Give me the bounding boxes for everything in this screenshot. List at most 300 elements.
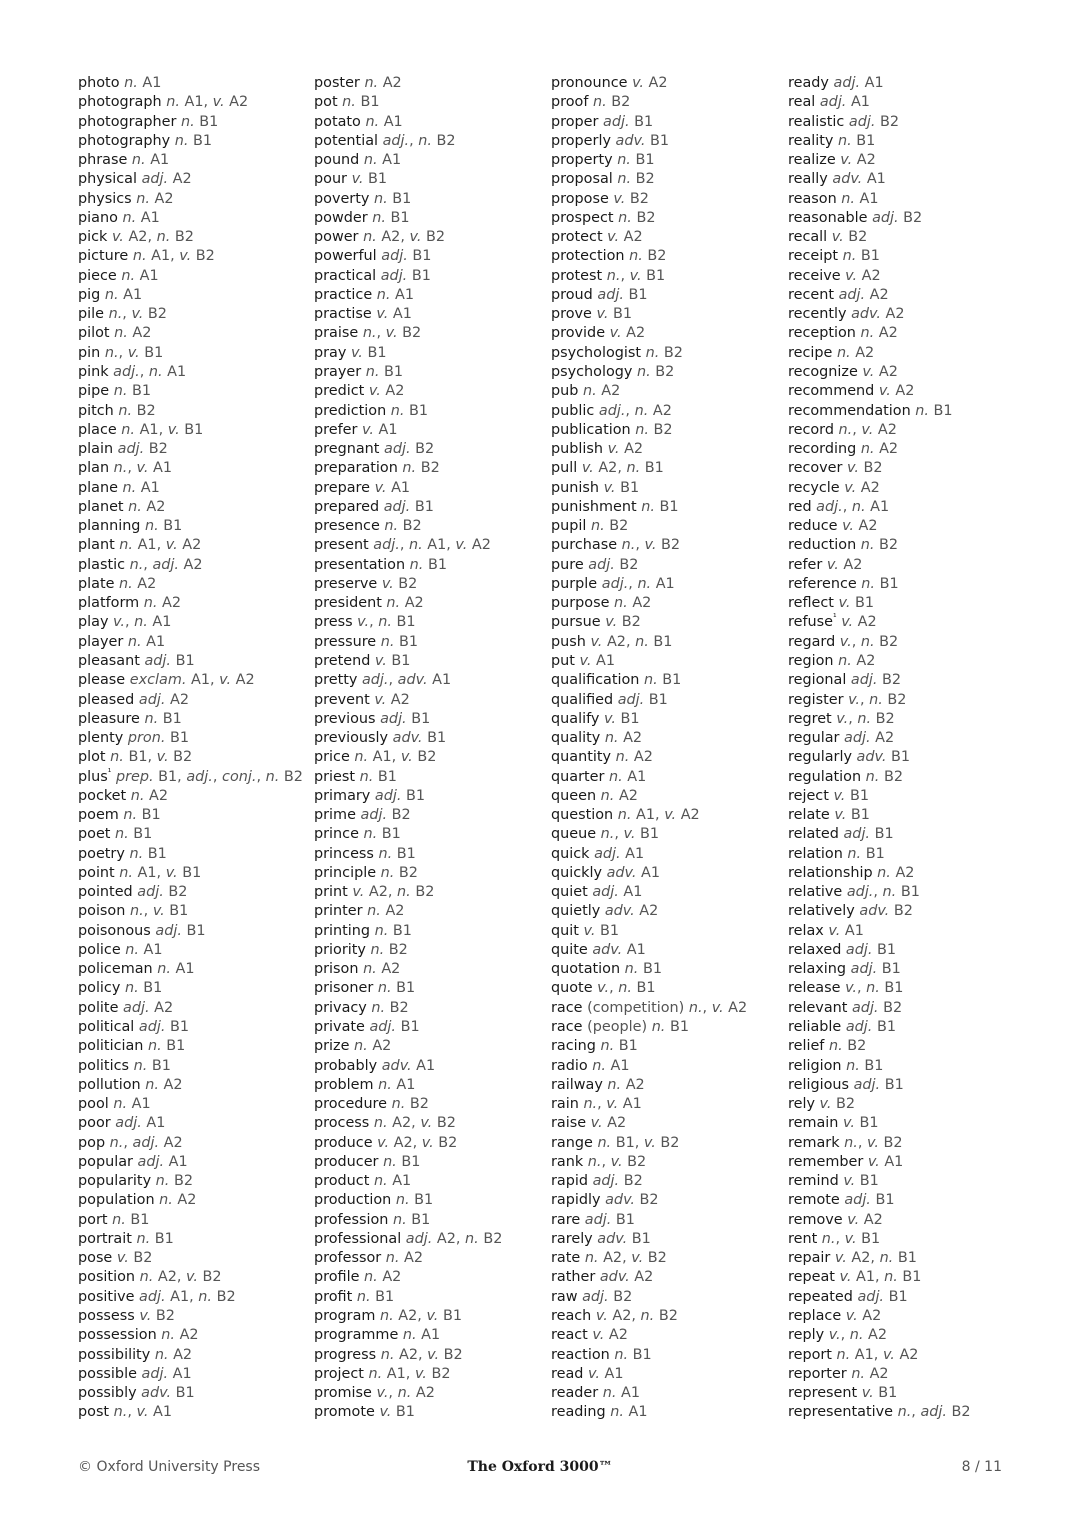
part-of-speech-level: n. A1 [402, 1327, 441, 1344]
part-of-speech-level: n. B1 [600, 1038, 638, 1055]
headword: praise [314, 325, 359, 342]
part-of-speech-level: n. B1 [174, 132, 213, 149]
part-of-speech-level: n. B2 [402, 460, 440, 477]
word-entry [78, 93, 310, 112]
word-entry [78, 536, 310, 555]
part-of-speech-level: v. A2 [844, 479, 880, 496]
headword: phrase [78, 152, 128, 169]
headword: rain [551, 1096, 579, 1113]
word-entry [788, 132, 1020, 151]
word-entry [78, 806, 310, 825]
part-of-speech-level: n., v. B2 [362, 325, 422, 342]
part-of-speech-level: n. B1 [144, 710, 182, 727]
headword: pray [314, 344, 347, 361]
word-entry [551, 1230, 783, 1249]
headword: push [551, 633, 586, 650]
headword: prayer [314, 363, 362, 380]
word-entry [78, 382, 310, 401]
word-entry [78, 633, 310, 652]
headword: physics [78, 190, 132, 207]
headword: photograph [78, 94, 162, 111]
headword: qualify [551, 710, 600, 727]
word-entry [78, 1268, 310, 1287]
headword: quiet [551, 884, 588, 901]
headword: protect [551, 229, 603, 246]
part-of-speech-level: adj. B1 [155, 922, 206, 939]
headword: pound [314, 152, 360, 169]
word-entry [314, 440, 546, 459]
headword: pocket [78, 787, 127, 804]
word-entry [78, 324, 310, 343]
headword: prisoner [314, 980, 374, 997]
part-of-speech-level: adv. B1 [392, 730, 447, 747]
part-of-speech-level: v. A2, n. B1 [581, 460, 664, 477]
word-entry [788, 768, 1020, 787]
headword: powder [314, 209, 368, 226]
headword: receive [788, 267, 841, 284]
word-entry [78, 479, 310, 498]
part-of-speech-level: n. A2, v. B2 [584, 1250, 667, 1267]
headword: pose [78, 1250, 113, 1267]
word-entry [314, 402, 546, 421]
part-of-speech-level: adj. B2 [582, 1288, 633, 1305]
headword: range [551, 1134, 593, 1151]
headword: relevant [788, 999, 848, 1016]
part-of-speech-level: n., v. B1 [606, 267, 666, 284]
headword: pipe [78, 383, 110, 400]
word-entry [78, 864, 310, 883]
part-of-speech-level: v. A2 [845, 267, 881, 284]
copyright-notice: © Oxford University Press [78, 1459, 261, 1475]
headword: pick [78, 229, 108, 246]
headword: planning [78, 518, 141, 535]
word-entry [551, 748, 783, 767]
word-column-4 [788, 74, 1020, 1423]
part-of-speech-level: n. B1 [377, 980, 416, 997]
part-of-speech-level: n. B1 [136, 1230, 174, 1247]
word-entry [551, 1403, 783, 1422]
word-entry [551, 1134, 783, 1153]
word-entry [314, 1018, 546, 1037]
part-of-speech-level: adj. A1 [137, 1153, 188, 1170]
headword: remain [788, 1115, 839, 1132]
word-entry [78, 151, 310, 170]
part-of-speech-level: adj. B2 [384, 441, 435, 458]
headword: profile [314, 1269, 360, 1286]
word-entry [78, 748, 310, 767]
headword: reading [551, 1404, 606, 1421]
headword: police [78, 941, 121, 958]
word-entry [78, 922, 310, 941]
word-entry [788, 691, 1020, 710]
part-of-speech-level: n. B1 [363, 826, 401, 843]
word-entry [551, 74, 783, 93]
headword: plant [78, 537, 115, 554]
part-of-speech-level: n. B2 [384, 518, 422, 535]
headword: popularity [78, 1173, 152, 1190]
headword: practice [314, 286, 373, 303]
word-entry [78, 247, 310, 266]
headword: pot [314, 94, 338, 111]
headword: reliable [788, 1019, 842, 1036]
part-of-speech-level: v. A2 [862, 363, 898, 380]
word-entry [78, 1326, 310, 1345]
word-entry [78, 710, 310, 729]
word-entry [788, 1211, 1020, 1230]
part-of-speech-level: adj. A2, n. B2 [405, 1230, 503, 1247]
word-entry [551, 922, 783, 941]
headword: purpose [551, 595, 610, 612]
headword: photo [78, 75, 120, 91]
headword: relate [788, 807, 830, 824]
word-entry [788, 1288, 1020, 1307]
part-of-speech-level: adj. B2 [848, 113, 900, 130]
part-of-speech-level: n. B1 [124, 980, 163, 997]
part-of-speech-level: v., n. B1 [845, 980, 904, 997]
headword: replace [788, 1308, 842, 1324]
word-entry [788, 864, 1020, 883]
headword: prison [314, 961, 359, 978]
headword: point [78, 864, 115, 881]
part-of-speech-level: n. A2 [136, 190, 174, 207]
headword: plain [78, 441, 114, 458]
part-of-speech-level: adv. A2 [599, 1269, 654, 1286]
word-entry [788, 729, 1020, 748]
part-of-speech-level: adj. B2 [137, 884, 188, 901]
part-of-speech-level: n. B1 [392, 1211, 431, 1228]
part-of-speech-level: n. B1 [641, 498, 679, 515]
word-entry [78, 1346, 310, 1365]
headword: queen [551, 787, 597, 804]
part-of-speech-level: adj. A1 [819, 94, 870, 111]
headword: real [788, 94, 816, 111]
part-of-speech-level: (people) n. B1 [587, 1019, 689, 1036]
headword: provide [551, 325, 606, 342]
headword: reach [551, 1308, 592, 1324]
headword: priest [314, 768, 356, 785]
part-of-speech-level: n. B2 [629, 248, 667, 265]
word-entry [551, 1095, 783, 1114]
headword: regularly [788, 749, 852, 766]
part-of-speech-level: v., n. A1 [113, 614, 172, 631]
headword: poetry [78, 845, 125, 862]
headword: planet [78, 498, 124, 515]
part-of-speech-level: n. A1 [125, 941, 163, 958]
part-of-speech-level: v. A2 [590, 1115, 627, 1132]
word-entry [788, 324, 1020, 343]
word-entry [314, 305, 546, 324]
word-entry [788, 845, 1020, 864]
part-of-speech-level: prep. B1, adj., conj., n. B2 [115, 768, 303, 785]
part-of-speech-level: n. A1 [602, 1385, 641, 1402]
part-of-speech-level: adj. B1 [383, 498, 434, 515]
part-of-speech-level: n. A2, v. B2 [373, 1115, 456, 1132]
word-entry [788, 556, 1020, 575]
headword: relative [788, 884, 843, 901]
word-entry [551, 845, 783, 864]
word-entry [551, 671, 783, 690]
word-entry [788, 999, 1020, 1018]
headword: recognize [788, 363, 858, 380]
headword: poem [78, 807, 119, 824]
word-entry [551, 421, 783, 440]
part-of-speech-level: v. A2, v. B2 [377, 1134, 458, 1151]
headword: proud [551, 286, 593, 303]
part-of-speech-level: v. A2, n. B1 [834, 1250, 917, 1267]
word-entry [551, 575, 783, 594]
part-of-speech-level: adj. A1 [592, 884, 643, 901]
word-entry [78, 228, 310, 247]
headword: progress [314, 1346, 377, 1363]
word-entry [551, 1076, 783, 1095]
word-entry [788, 960, 1020, 979]
word-entry [78, 768, 310, 787]
part-of-speech-level: n. A1, v. B1 [121, 421, 204, 438]
headword: port [78, 1211, 108, 1228]
headword: religion [788, 1057, 842, 1074]
word-entry [314, 1191, 546, 1210]
headword: relaxing [788, 961, 847, 978]
word-entry [551, 305, 783, 324]
word-entry [788, 228, 1020, 247]
part-of-speech-level: v. A2 [826, 556, 863, 573]
part-of-speech-level: n. B1 [395, 1192, 434, 1209]
word-entry [314, 941, 546, 960]
headword: race [551, 1019, 583, 1036]
part-of-speech-level: v. A2, n. B1 [590, 633, 673, 650]
headword: preserve [314, 575, 378, 592]
word-entry [551, 787, 783, 806]
part-of-speech-level: n. A1, v. B2 [132, 248, 215, 265]
part-of-speech-level: n. A1 [127, 633, 166, 650]
part-of-speech-level: n. B1 [383, 1153, 421, 1170]
headword: play [78, 614, 109, 631]
headword: president [314, 595, 382, 612]
part-of-speech-level: n. B1 [133, 1057, 171, 1074]
headword: political [78, 1019, 135, 1036]
headword: region [788, 652, 834, 669]
word-entry [788, 787, 1020, 806]
word-entry [78, 691, 310, 710]
headword: promote [314, 1404, 375, 1421]
part-of-speech-level: n. A1 [365, 113, 403, 130]
part-of-speech-level: n. A1 [376, 286, 415, 303]
word-entry [788, 479, 1020, 498]
part-of-speech-level: n. A2 [128, 498, 166, 515]
headword: pile [78, 306, 104, 323]
part-of-speech-level: n. A1 [610, 1404, 648, 1421]
headword: pretend [314, 652, 371, 669]
part-of-speech-level: adj. B1 [597, 286, 648, 303]
headword: prevent [314, 691, 370, 708]
headword: quit [551, 922, 579, 939]
part-of-speech-level: adj., n. A1 [601, 575, 675, 592]
headword: recent [788, 286, 834, 303]
part-of-speech-level: n., adj. B2 [897, 1404, 971, 1421]
word-entry [551, 1268, 783, 1287]
part-of-speech-level: pron. B1 [127, 730, 190, 747]
headword: rate [551, 1250, 581, 1267]
word-entry [314, 498, 546, 517]
word-entry [78, 1384, 310, 1403]
headword: rely [788, 1096, 815, 1113]
part-of-speech-level: n., v. B1 [129, 903, 189, 920]
part-of-speech-level: v. B1 [583, 922, 620, 939]
word-entry [78, 1172, 310, 1191]
headword: plot [78, 749, 106, 766]
headword: qualified [551, 691, 614, 708]
part-of-speech-level: n. B2 [618, 209, 656, 226]
part-of-speech-level: v. B2 [605, 614, 641, 631]
word-entry [314, 421, 546, 440]
headword: picture [78, 248, 129, 265]
word-entry [788, 1153, 1020, 1172]
part-of-speech-level: n. B2 [860, 537, 899, 554]
part-of-speech-level: n. B2 [617, 171, 655, 188]
headword: punishment [551, 498, 637, 515]
part-of-speech-level: n. B2 [635, 421, 673, 438]
headword: possess [78, 1308, 135, 1324]
word-entry [788, 344, 1020, 363]
headword: poster [314, 75, 360, 91]
headword: practical [314, 267, 377, 284]
part-of-speech-level: v., n. B2 [836, 710, 895, 727]
word-entry [314, 1230, 546, 1249]
headword: probably [314, 1057, 378, 1074]
part-of-speech-level: n. B1 [115, 826, 153, 843]
part-of-speech-level: adv. B2 [605, 1192, 659, 1209]
part-of-speech-level: v. A1 [828, 922, 864, 939]
word-entry [314, 556, 546, 575]
word-entry [551, 613, 783, 632]
word-entry [78, 459, 310, 478]
part-of-speech-level: v. A2 [840, 152, 876, 169]
headword: representative [788, 1404, 893, 1421]
part-of-speech-level: n. B1 [123, 807, 161, 824]
part-of-speech-level: v. B2 [613, 190, 649, 207]
headword: pleasant [78, 652, 140, 669]
part-of-speech-level: v. A2 [368, 383, 405, 400]
word-entry [551, 864, 783, 883]
word-entry [551, 324, 783, 343]
headword: problem [314, 1076, 374, 1093]
word-entry [788, 1057, 1020, 1076]
word-entry [314, 93, 546, 112]
headword: predict [314, 383, 365, 400]
word-entry [788, 286, 1020, 305]
word-entry [78, 1249, 310, 1268]
part-of-speech-level: n. A2 [354, 1038, 392, 1055]
headword: quotation [551, 961, 621, 978]
headword: possibly [78, 1385, 137, 1402]
part-of-speech-level: adj., n. B2 [382, 132, 456, 149]
part-of-speech-level: adj. A1 [141, 1365, 192, 1382]
part-of-speech-level: adj. B1 [843, 826, 894, 843]
word-entry [78, 517, 310, 536]
word-entry [314, 671, 546, 690]
word-entry [788, 151, 1020, 170]
word-entry [78, 1403, 310, 1422]
word-entry [551, 1384, 783, 1403]
word-entry [788, 902, 1020, 921]
part-of-speech-level: v. B1 [350, 344, 387, 361]
headword: prediction [314, 402, 387, 419]
part-of-speech-level: n. A1 [121, 267, 159, 284]
headword: punish [551, 479, 599, 496]
headword: protest [551, 267, 603, 284]
headword: rent [788, 1230, 818, 1247]
part-of-speech-level: n. A1 [104, 286, 143, 303]
word-entry [551, 768, 783, 787]
headword: prefer [314, 421, 358, 438]
word-entry [78, 1018, 310, 1037]
headword: press [314, 614, 353, 631]
headword: pregnant [314, 441, 380, 458]
part-of-speech-level: n. A2 [159, 1192, 197, 1209]
part-of-speech-level: adv. B2 [859, 903, 913, 920]
word-entry [78, 902, 310, 921]
headword: propose [551, 190, 609, 207]
part-of-speech-level: v. A2 [847, 1211, 883, 1228]
part-of-speech-level: adj. B1 [853, 1076, 904, 1093]
part-of-speech-level: n. B2 [828, 1038, 867, 1055]
part-of-speech-level: v. A2 [607, 229, 643, 246]
part-of-speech-level: n. B2 [865, 768, 903, 785]
word-entry [314, 652, 546, 671]
headword: position [78, 1269, 136, 1286]
part-of-speech-level: n. A2 [364, 75, 402, 91]
headword: plane [78, 479, 118, 496]
headword: place [78, 421, 117, 438]
word-entry [314, 613, 546, 632]
part-of-speech-level: v. A2 [845, 1308, 882, 1324]
headword: raw [551, 1288, 578, 1305]
headword: poor [78, 1115, 111, 1132]
part-of-speech-level: n. A1, v. A2 [166, 94, 249, 111]
part-of-speech-level: n., v. B2 [621, 537, 681, 554]
part-of-speech-level: v., n. A2 [376, 1385, 435, 1402]
part-of-speech-level: adv. A1 [592, 941, 646, 958]
word-entry [551, 1191, 783, 1210]
word-entry [788, 941, 1020, 960]
part-of-speech-level: n. B1 [861, 575, 899, 592]
part-of-speech-level: n. B1 [372, 209, 410, 226]
headword: reflect [788, 595, 834, 612]
part-of-speech-level: v. A1 [579, 652, 615, 669]
part-of-speech-level: n. B2 [590, 518, 629, 535]
word-entry [314, 536, 546, 555]
word-entry [788, 74, 1020, 93]
part-of-speech-level: v. B1 [603, 479, 640, 496]
part-of-speech-level: v. B1 [834, 807, 870, 824]
part-of-speech-level: v. A2 [609, 325, 646, 342]
part-of-speech-level: v. B2 [831, 229, 868, 246]
headword: plan [78, 460, 110, 477]
headword: relax [788, 922, 824, 939]
part-of-speech-level: adj. B1 [844, 1192, 895, 1209]
word-entry [551, 344, 783, 363]
word-entry [551, 633, 783, 652]
part-of-speech-level: adv. B1 [597, 1230, 651, 1247]
word-entry [314, 1346, 546, 1365]
word-entry [551, 113, 783, 132]
headword: possibility [78, 1346, 151, 1363]
word-entry [78, 845, 310, 864]
headword: publication [551, 421, 631, 438]
headword: quite [551, 941, 588, 958]
headword: post [78, 1404, 110, 1421]
part-of-speech-level: adv. A2 [604, 903, 659, 920]
